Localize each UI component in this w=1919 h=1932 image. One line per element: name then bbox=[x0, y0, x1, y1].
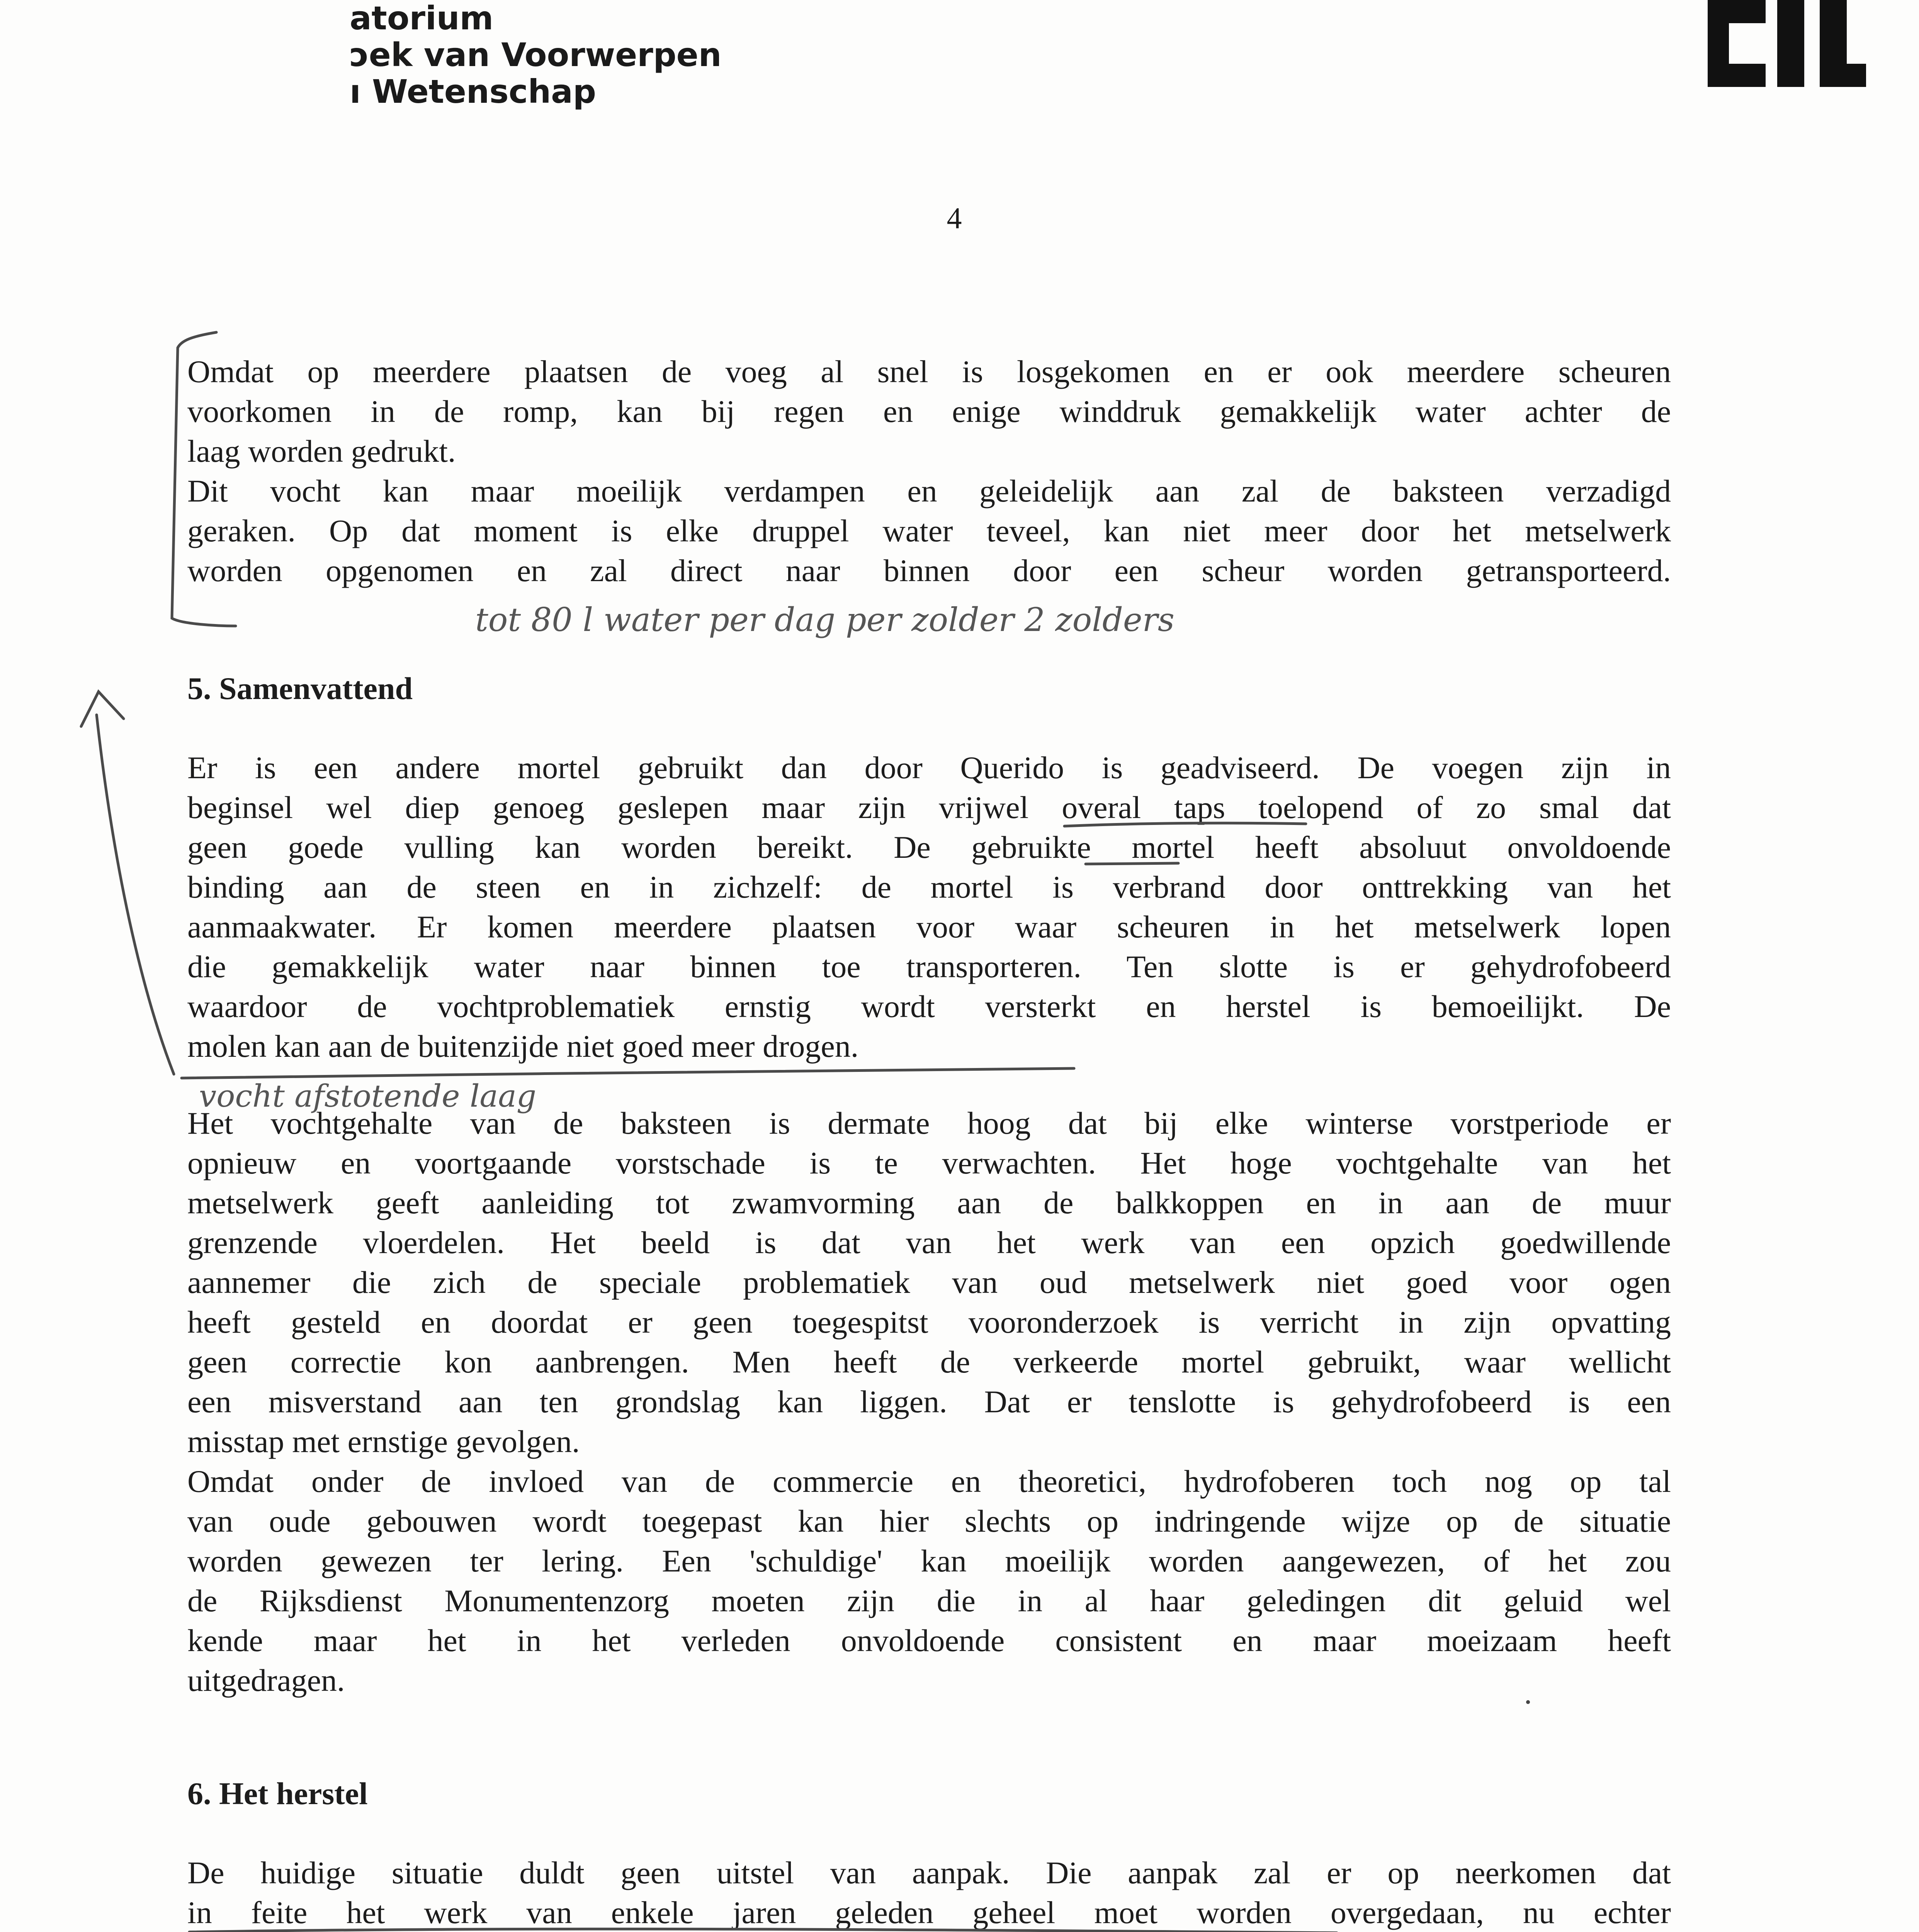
letterhead-line-2: ɔek van Voorwerpen bbox=[350, 36, 722, 74]
text-line: De huidige situatie duldt geen uitstel van aanpak. Die aanpak zal er op neerkomen dat bbox=[187, 1855, 1671, 1890]
text-line: een misverstand aan ten grondslag kan liggen. Dat er tenslotte is gehydrofobeerd is een bbox=[187, 1384, 1671, 1419]
text-line: worden opgenomen en zal direct naar binnen door een scheur worden getransporteerd. bbox=[187, 553, 1671, 588]
text-line: aanmaakwater. Er komen meerdere plaatsen voor waar scheuren in het metselwerk lopen bbox=[187, 909, 1671, 944]
text-line: beginsel wel diep genoeg geslepen maar zijn vrijwel overal taps toelopend of zo smal dat bbox=[187, 790, 1671, 825]
text-line: Omdat onder de invloed van de commercie en theoretici, hydrofoberen toch nog op tal bbox=[187, 1464, 1671, 1499]
text-line: kende maar het in het verleden onvoldoende consistent en maar moeizaam heeft bbox=[187, 1623, 1671, 1658]
text-line: metselwerk geeft aanleiding tot zwamvorming aan de balkkoppen en in aan de muur bbox=[187, 1185, 1671, 1220]
text-line: de Rijksdienst Monumentenzorg moeten zijn die in al haar geledingen dit geluid wel bbox=[187, 1583, 1671, 1618]
section-5-paragraph-1 bbox=[187, 748, 1671, 1066]
arrowhead-mark bbox=[81, 692, 124, 726]
text-line: aannemer die zich de speciale problematiek van oud metselwerk niet goed voor ogen bbox=[187, 1265, 1671, 1300]
text-line: Het vochtgehalte van de baksteen is dermate hoog dat bij elke winterse vorstperiode er bbox=[187, 1105, 1671, 1141]
text-line: van oude gebouwen wordt toegepast kan hier slechts op indringende wijze op de situatie bbox=[187, 1503, 1671, 1539]
text-line: Dit vocht kan maar moeilijk verdampen en geleidelijk aan zal de baksteen verzadigd bbox=[187, 473, 1671, 509]
text-line: misstap met ernstige gevolgen. bbox=[187, 1424, 580, 1459]
arrow-mark bbox=[97, 715, 174, 1074]
page-number: 4 bbox=[947, 201, 962, 235]
text-line: die gemakkelijk water naar binnen toe transporteren. Ten slotte is er gehydrofobeerd bbox=[187, 949, 1671, 984]
text-line: molen kan aan de buitenzijde niet goed meer drogen. bbox=[187, 1029, 859, 1064]
letterhead-line-1: atorium bbox=[350, 0, 494, 37]
letterhead bbox=[350, 0, 722, 110]
section-6-heading: 6. Het herstel bbox=[187, 1776, 368, 1811]
intro-paragraph bbox=[187, 352, 1671, 590]
cl-logo bbox=[1696, 0, 1870, 93]
section-5-heading: 5. Samenvattend bbox=[187, 671, 413, 706]
text-line: geen correctie kon aanbrengen. Men heeft de verkeerde mortel gebruikt, waar wellicht bbox=[187, 1344, 1671, 1379]
section-6-paragraph-1 bbox=[187, 1853, 1671, 1932]
text-line: opnieuw en voortgaande vorstschade is te verwachten. Het hoge vochtgehalte van het bbox=[187, 1145, 1671, 1180]
section-5-paragraph-2 bbox=[187, 1103, 1671, 1700]
text-line: uitgedragen. bbox=[187, 1663, 345, 1698]
text-line: Er is een andere mortel gebruikt dan door Querido is geadviseerd. De voegen zijn in bbox=[187, 750, 1671, 785]
speck bbox=[1526, 1700, 1530, 1704]
handwritten-note-water: tot 80 l water per dag per zolder 2 zolders bbox=[475, 601, 1175, 639]
text-line: grenzende vloerdelen. Het beeld is dat van het werk van een opzich goedwillende bbox=[187, 1225, 1671, 1260]
letterhead-line-3: ı Wetenschap bbox=[350, 73, 596, 111]
text-line: laag worden gedrukt. bbox=[187, 434, 456, 469]
text-line: binding aan de steen en in zichzelf: de mortel is verbrand door onttrekking van het bbox=[187, 869, 1671, 905]
text-line: geraken. Op dat moment is elke druppel water teveel, kan niet meer door het metselwerk bbox=[187, 513, 1671, 548]
text-line: worden gewezen ter lering. Een 'schuldige' kan moeilijk worden aangewezen, of het zou bbox=[187, 1543, 1671, 1578]
text-line: in feite het werk van enkele jaren geleden geheel moet worden overgedaan, nu echter bbox=[187, 1895, 1671, 1930]
text-line: voorkomen in de romp, kan bij regen en enige winddruk gemakkelijk water achter de bbox=[187, 394, 1671, 429]
text-line: geen goede vulling kan worden bereikt. De gebruikte mortel heeft absoluut onvoldoende bbox=[187, 830, 1671, 865]
text-line: heeft gesteld en doordat er geen toegespitst vooronderzoek is verricht in zijn opvatting bbox=[187, 1304, 1671, 1340]
text-line: Omdat op meerdere plaatsen de voeg al snel is losgekomen en er ook meerdere scheuren bbox=[187, 354, 1671, 389]
handwritten-note-layer: vocht afstotende laag bbox=[199, 1078, 537, 1114]
underline-mark bbox=[182, 1068, 1074, 1078]
text-line: waardoor de vochtproblematiek ernstig wordt versterkt en herstel is bemoeilijkt. De bbox=[187, 989, 1671, 1024]
